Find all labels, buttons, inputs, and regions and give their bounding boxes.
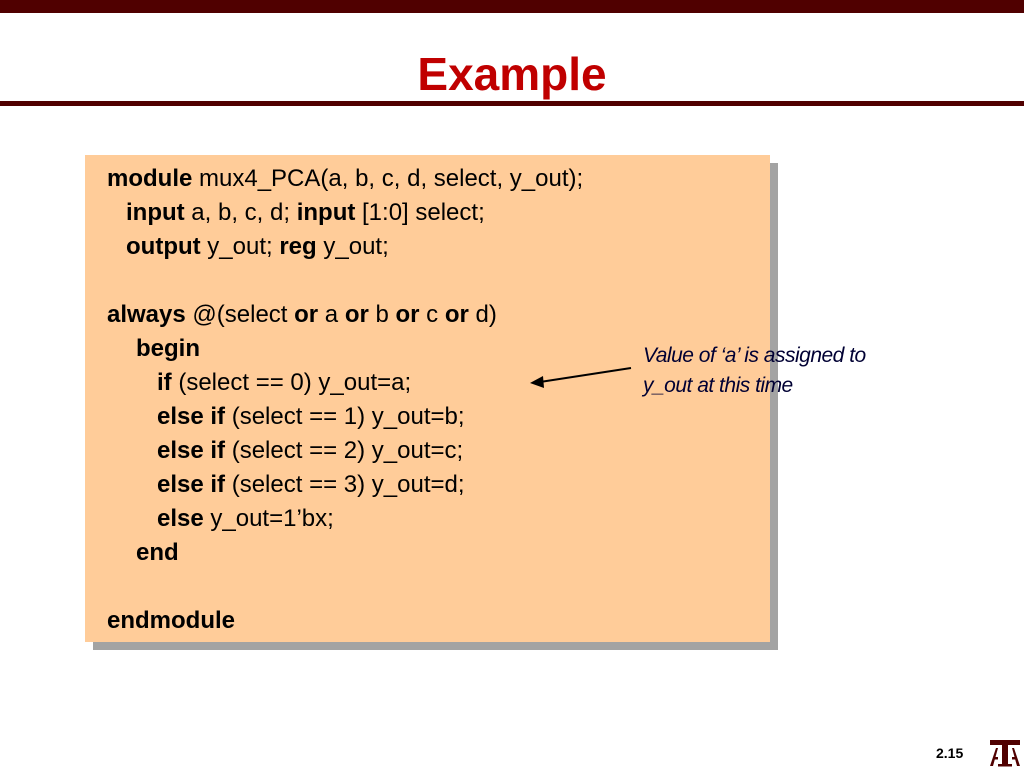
code-text: (select == 2) y_out=c; bbox=[225, 437, 464, 464]
code-line-else-if-1 bbox=[157, 402, 465, 432]
code-line-else-if-2 bbox=[157, 436, 463, 466]
keyword: output bbox=[126, 233, 201, 260]
keyword: or bbox=[444, 301, 469, 328]
code-line-output bbox=[126, 232, 389, 262]
keyword: always bbox=[107, 301, 186, 328]
code-text: b bbox=[368, 301, 396, 328]
code-line-begin bbox=[136, 334, 200, 364]
code-text: (select == 3) y_out=d; bbox=[225, 471, 465, 498]
code-text: mux4_PCA(a, b, c, d, select, y_out); bbox=[192, 165, 584, 192]
keyword: or bbox=[294, 301, 319, 328]
keyword: input bbox=[296, 199, 356, 226]
code-line-else bbox=[157, 504, 334, 534]
code-text: (select == 0) y_out=a; bbox=[171, 369, 412, 396]
code-text: a bbox=[318, 301, 345, 328]
slide-number: 2.15 bbox=[936, 745, 964, 761]
code-line-else-if-3 bbox=[157, 470, 465, 500]
top-bar bbox=[0, 0, 1024, 13]
keyword: else if bbox=[157, 437, 226, 464]
code-text: [1:0] select; bbox=[355, 199, 485, 226]
keyword: if bbox=[157, 369, 172, 396]
code-line-endmodule bbox=[107, 606, 235, 636]
keyword: or bbox=[344, 301, 369, 328]
code-line-end bbox=[136, 538, 179, 568]
keyword: else if bbox=[157, 471, 226, 498]
keyword: else bbox=[157, 505, 204, 532]
title-rule bbox=[0, 101, 1024, 106]
code-line-input bbox=[126, 198, 485, 228]
code-text: d) bbox=[468, 301, 497, 328]
slide-title: Example bbox=[417, 48, 607, 100]
keyword: or bbox=[395, 301, 420, 328]
keyword: else if bbox=[157, 403, 226, 430]
keyword: begin bbox=[136, 335, 200, 362]
annotation-callout bbox=[643, 341, 943, 401]
code-text: a, b, c, d; bbox=[184, 199, 297, 226]
code-text: y_out; bbox=[316, 233, 389, 260]
keyword: reg bbox=[279, 233, 317, 260]
keyword: endmodule bbox=[107, 607, 236, 634]
code-text: y_out=1’bx; bbox=[203, 505, 334, 532]
code-text: y_out; bbox=[200, 233, 280, 260]
code-line-always bbox=[107, 300, 497, 330]
keyword: end bbox=[136, 539, 179, 566]
annotation-line: y_out at this time bbox=[643, 374, 793, 397]
code-line-if bbox=[157, 368, 411, 398]
code-text: c bbox=[419, 301, 445, 328]
atm-logo-icon bbox=[988, 736, 1022, 768]
keyword: input bbox=[126, 199, 185, 226]
code-text: (select == 1) y_out=b; bbox=[225, 403, 465, 430]
code-text: @(select bbox=[185, 301, 295, 328]
code-line-module bbox=[107, 164, 583, 194]
annotation-line: Value of ‘a’ is assigned to bbox=[643, 344, 866, 367]
keyword: module bbox=[107, 165, 193, 192]
